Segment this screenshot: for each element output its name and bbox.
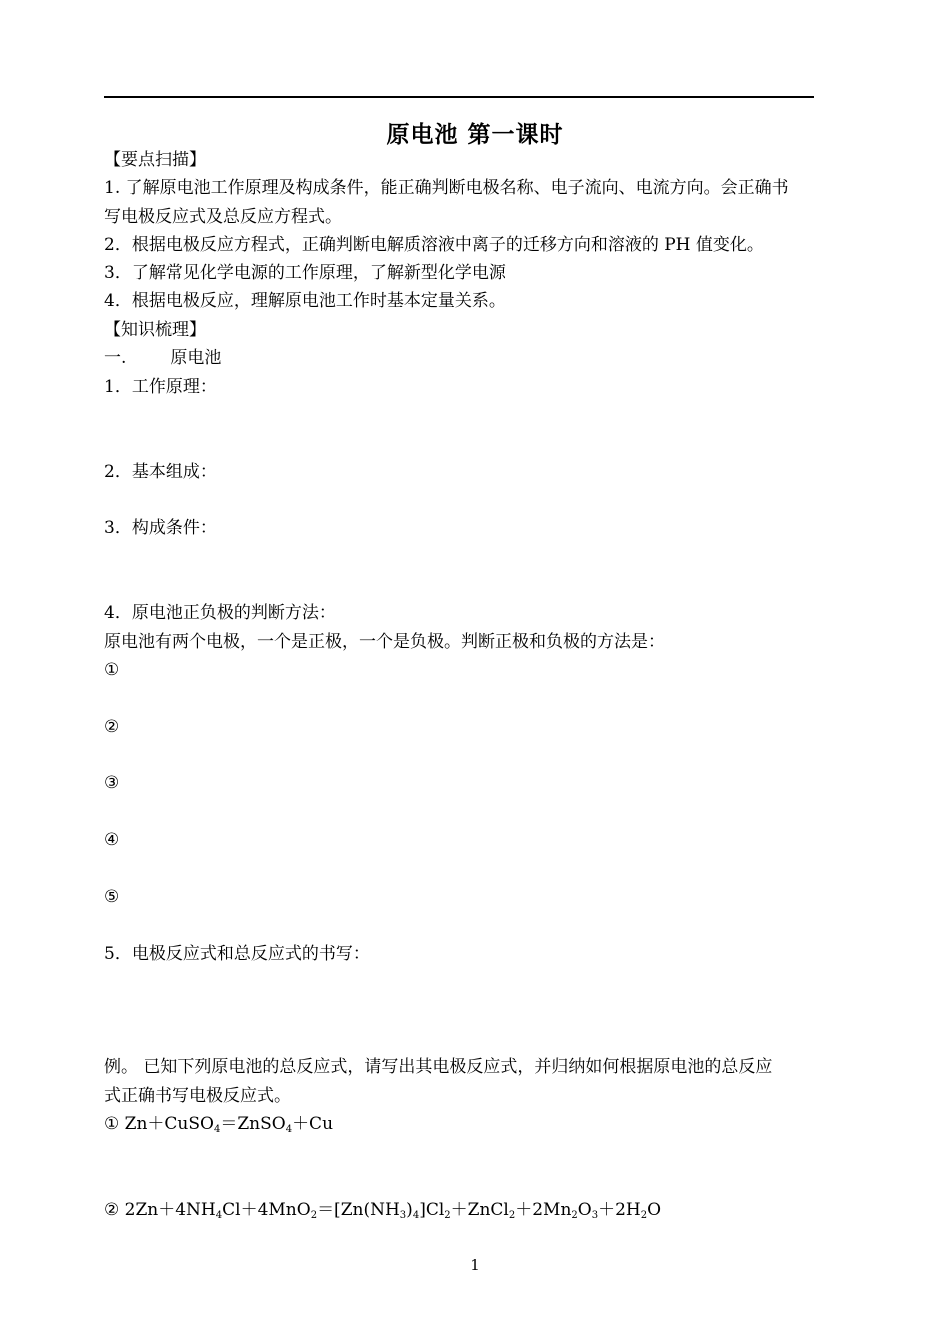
blank-item-5: ⑤ <box>104 887 120 907</box>
blank-item-2: ② <box>104 717 120 737</box>
part-heading <box>104 346 221 370</box>
knowledge-header: 【知识梳理】 <box>104 320 206 340</box>
equation-1-mark: ① <box>104 1114 120 1134</box>
header-rule <box>104 96 814 98</box>
item-conditions: 3．构成条件： <box>104 518 217 538</box>
key-point-1: 1. 了解原电池工作原理及构成条件，能正确判断电极名称、电子流向、电流方向。会正确书 <box>104 178 789 198</box>
blank-item-4: ④ <box>104 830 120 850</box>
page-number: 1 <box>470 1256 480 1274</box>
item-writing: 5．电极反应式和总反应式的书写： <box>104 944 370 964</box>
equation-2: ② $2Zn+4NH_4Cl+4MnO_2=[Zn(NH_3)_4]Cl_2+ZnCl_2+2Mn_2O_3+2H_2O$ <box>104 1200 662 1221</box>
item-principle: 1．工作原理： <box>104 377 217 397</box>
blank-item-3: ③ <box>104 773 120 793</box>
page-title: 原电池 第一课时 <box>386 121 564 148</box>
equation-1: ① Zn＋CuSO$_4$＝ZnSO$_4$＋Cu <box>104 1114 334 1135</box>
part-number: 一. <box>104 348 127 368</box>
equation-2-mark: ② <box>104 1200 120 1220</box>
item-judge: 4．原电池正负极的判断方法： <box>104 603 336 623</box>
item-composition: 2．基本组成： <box>104 462 217 482</box>
example-intro: 例。 已知下列原电池的总反应式，请写出其电极反应式，并归纳如何根据原电池的总反应 <box>104 1057 773 1077</box>
key-point-2: 2．根据电极反应方程式，正确判断电解质溶液中离子的迁移方向和溶液的 PH 值变化。 <box>104 235 764 255</box>
key-point-3: 3．了解常见化学电源的工作原理，了解新型化学电源 <box>104 263 506 283</box>
key-points-header: 【要点扫描】 <box>104 150 206 170</box>
key-point-4: 4．根据电极反应，理解原电池工作时基本定量关系。 <box>104 291 506 311</box>
blank-item-1: ① <box>104 660 120 680</box>
example-intro-cont: 式正确书写电极反应式。 <box>104 1086 291 1106</box>
key-point-1-cont: 写电极反应式及总反应方程式。 <box>104 207 342 227</box>
item-judge-desc: 原电池有两个电极，一个是正极，一个是负极。判断正极和负极的方法是： <box>104 632 665 652</box>
part-label: 原电池 <box>170 348 222 368</box>
